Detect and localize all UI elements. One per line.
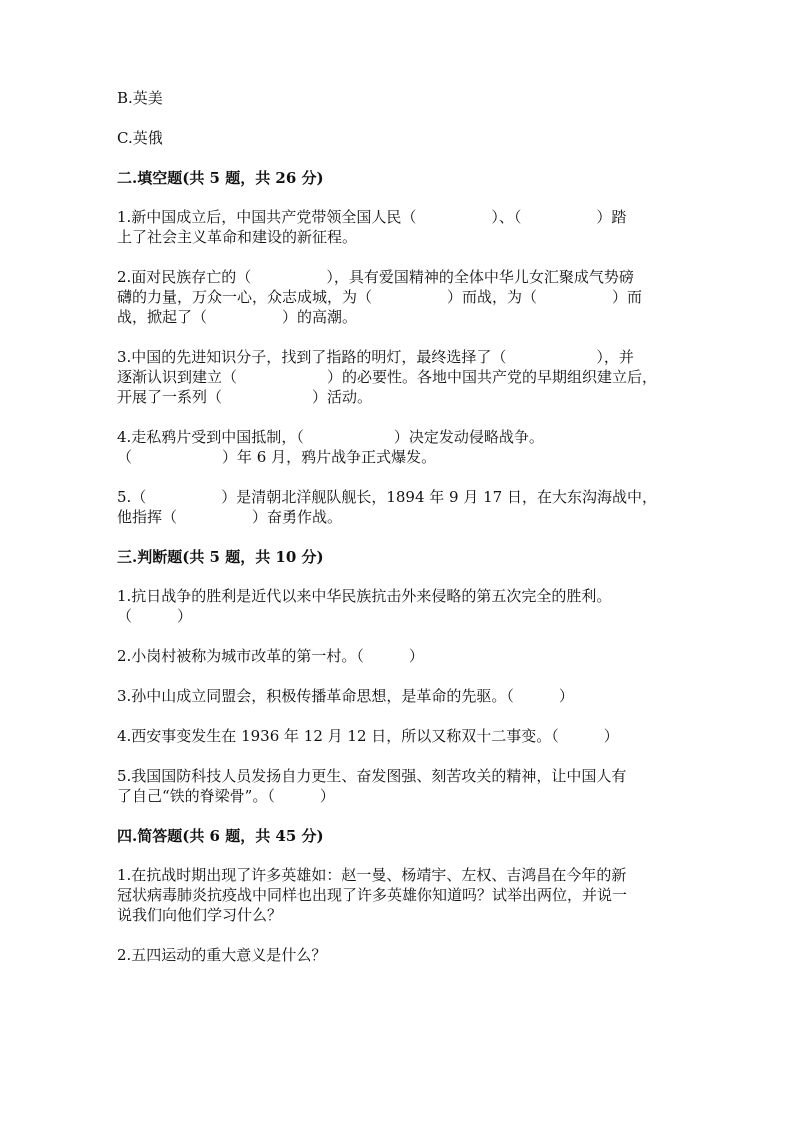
fill-question-1: [117, 207, 687, 247]
question-line: 2.五四运动的重大意义是什么？: [117, 946, 327, 964]
section-title-fill-blank: 二.填空题(共 5 题，共 26 分): [117, 169, 324, 187]
question-line: 逐渐认识到建立（ ）的必要性。各地中国共产党的早期组织建立后，: [117, 368, 658, 386]
short-question-2: [117, 945, 687, 965]
question-line: （ ）: [117, 607, 193, 625]
question-line: 2.面对民族存亡的（ ），具有爱国精神的全体中华儿女汇聚成气势磅: [117, 268, 634, 286]
judge-question-5: [117, 766, 687, 806]
question-line: 礴的力量，万众一心，众志成城，为（ ）而战，为（ ）而: [117, 288, 643, 306]
question-line: 5.我国国防科技人员发扬自力更生、奋发图强、刻苦攻关的精神，让中国人有: [117, 767, 627, 785]
fill-question-4: [117, 427, 687, 467]
section-title-true-false: 三.判断题(共 5 题，共 10 分): [117, 548, 324, 566]
question-line: 5.（ ）是清朝北洋舰队舰长，1894 年 9 月 17 日，在大东沟海战中，: [117, 488, 657, 506]
option-c: C.英俄: [117, 129, 163, 147]
fill-question-3: [117, 347, 687, 407]
fill-question-5: [117, 487, 687, 527]
question-line: 开展了一系列（ ）活动。: [117, 388, 373, 406]
question-line: 2.小岗村被称为城市改革的第一村。（ ）: [117, 647, 424, 665]
question-line: 3.孙中山成立同盟会，积极传播革命思想，是革命的先驱。（ ）: [117, 687, 574, 705]
exam-page: [117, 88, 687, 985]
section-title-short-answer: 四.简答题(共 6 题，共 45 分): [117, 827, 324, 845]
question-line: 4.走私鸦片受到中国抵制，（ ）决定发动侵略战争。: [117, 428, 544, 446]
question-line: 1.在抗战时期出现了许多英雄如：赵一曼、杨靖宇、左权、吉鸿昌在今年的新: [117, 866, 627, 884]
judge-question-3: [117, 686, 687, 706]
question-line: 战，掀起了（ ）的高潮。: [117, 308, 358, 326]
question-line: （ ）年 6 月，鸦片战争正式爆发。: [117, 448, 437, 466]
question-line: 冠状病毒肺炎抗疫战中同样也出现了许多英雄你知道吗？试举出两位，并说一: [117, 886, 628, 904]
question-line: 4.西安事变发生在 1936 年 12 月 12 日，所以又称双十二事变。（ ）: [117, 727, 619, 745]
question-line: 上了社会主义革命和建设的新征程。: [117, 228, 358, 246]
question-line: 说我们向他们学习什么？: [117, 906, 283, 924]
short-question-1: [117, 865, 687, 925]
question-line: 了自己“铁的脊梁骨”。（ ）: [117, 787, 335, 805]
judge-question-2: [117, 646, 687, 666]
question-line: 1.抗日战争的胜利是近代以来中华民族抗击外来侵略的第五次完全的胜利。: [117, 587, 612, 605]
option-b: B.英美: [117, 89, 163, 107]
judge-question-4: [117, 726, 687, 746]
fill-question-2: [117, 267, 687, 327]
judge-question-1: [117, 586, 687, 626]
question-line: 3.中国的先进知识分子，找到了指路的明灯，最终选择了（ ），并: [117, 348, 634, 366]
question-line: 1.新中国成立后，中国共产党带领全国人民（ ）、（ ）踏: [117, 208, 627, 226]
question-line: 他指挥（ ）奋勇作战。: [117, 508, 343, 526]
